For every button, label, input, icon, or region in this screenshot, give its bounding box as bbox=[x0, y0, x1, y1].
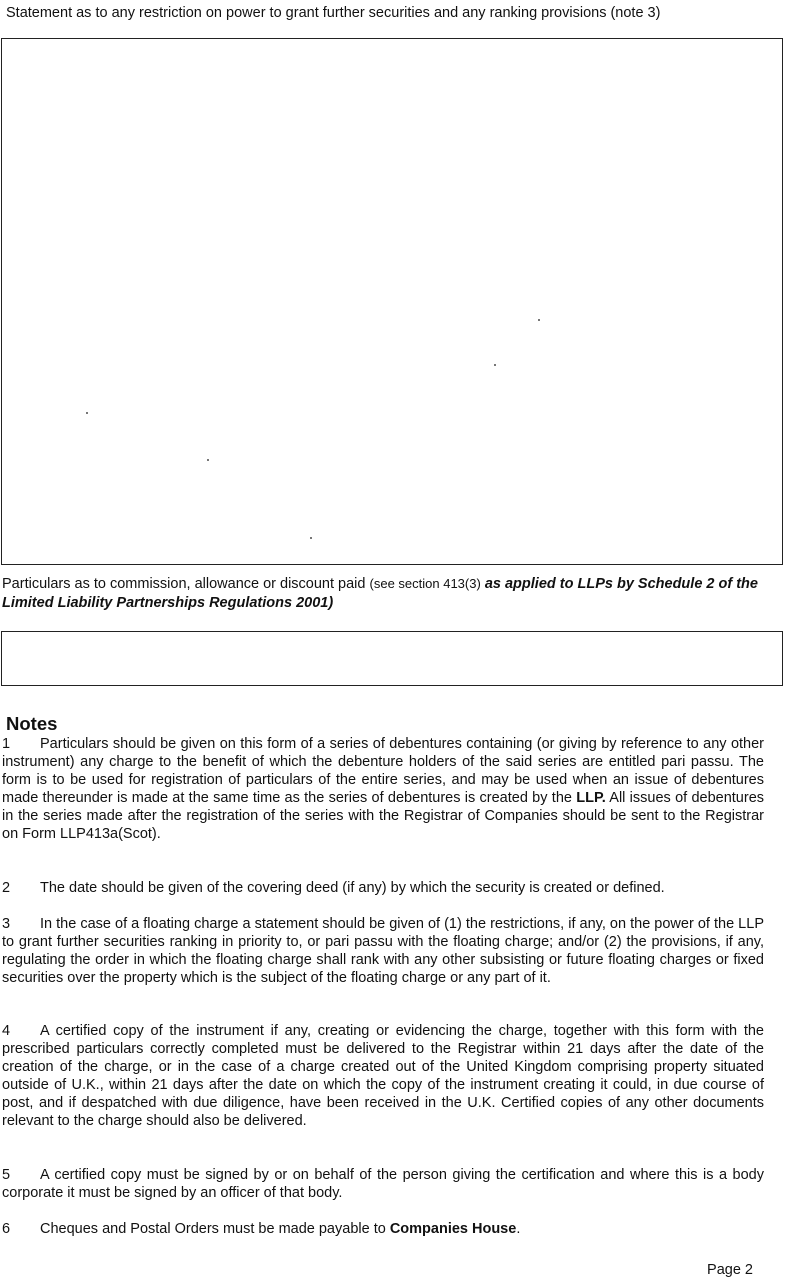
scan-speck bbox=[86, 412, 88, 414]
restriction-statement-box[interactable] bbox=[1, 38, 783, 565]
commission-heading-ref: (see section 413(3) bbox=[369, 576, 481, 591]
restriction-statement-heading: Statement as to any restriction on power to grant further securities and any ranking provisions (note 3) bbox=[6, 5, 661, 21]
note-text: A certified copy of the instrument if any, creating or evidencing the charge, together with this form with the prescribed particulars correctly completed must be delivered to the Registrar within 21 days after the date of the creation of the charge, or in the case of a charge created out of the United Kingdom comprising property situated outside of U.K., within 21 days after the date on which the copy of the instrument creating it could, in due course of post, and if despatched with due diligence, have been received in the U.K. Certified copies of any other documents relevant to the charge should also be delivered. bbox=[2, 1023, 764, 1129]
note-text: Particulars should be given on this form of a series of debentures containing (or giving by reference to any other instrument) any charge to the benefit of which the debenture holders of the said series are entitled pari passu. The form is to be used for registration of particulars of the entire series, and may be used when an issue of debentures made thereunder is made at the same time as the series of debentures is created by the bbox=[2, 736, 764, 806]
note-item bbox=[2, 879, 764, 897]
note-number: 4 bbox=[2, 1023, 11, 1039]
commission-heading bbox=[2, 574, 788, 613]
note-number: 3 bbox=[2, 916, 11, 932]
note-number: 2 bbox=[2, 880, 11, 896]
note-item bbox=[2, 915, 764, 987]
note-item bbox=[2, 1220, 764, 1238]
note-item bbox=[2, 735, 764, 843]
note-item bbox=[2, 1022, 764, 1130]
note-bold-text: Companies House bbox=[389, 1221, 517, 1237]
note-number: 1 bbox=[2, 736, 11, 752]
notes-title: Notes bbox=[6, 713, 58, 734]
note-text: A certified copy must be signed by or on behalf of the person giving the certification and where this is a body corporate it must be signed by an officer of that body. bbox=[2, 1167, 764, 1201]
note-number: 6 bbox=[2, 1221, 11, 1237]
scan-speck bbox=[494, 364, 496, 366]
note-bold-text: LLP. bbox=[576, 790, 606, 806]
commission-heading-plain: Particulars as to commission, allowance or discount paid bbox=[2, 576, 366, 592]
scan-speck bbox=[207, 459, 209, 461]
note-number: 5 bbox=[2, 1167, 11, 1183]
scan-speck bbox=[538, 319, 540, 321]
note-text: Cheques and Postal Orders must be made payable to bbox=[40, 1221, 390, 1237]
page-number: Page 2 bbox=[707, 1262, 753, 1278]
note-text-after: All issues of debentures in the series made after the registration of the series with the Registrar of Companies should be sent to the Registrar on Form LLP413a(Scot). bbox=[2, 790, 765, 842]
note-text: In the case of a floating charge a statement should be given of (1) the restrictions, if any, on the power of the LLP to grant further securities ranking in priority to, or pari passu with the floating charge; and/or (2) the provisions, if any, regulating the order in which the floating charge shall rank with any other subsisting or future floating charges or fixed securities over the property which is the subject of the floating charge or any part of it. bbox=[2, 916, 764, 986]
note-text: The date should be given of the covering deed (if any) by which the security is created or defined. bbox=[40, 880, 665, 896]
commission-box[interactable] bbox=[1, 631, 783, 686]
commission-heading-italic: as applied to LLPs by Schedule 2 of the Limited Liability Partnerships Regulations 2001) bbox=[2, 576, 758, 611]
scan-speck bbox=[310, 537, 312, 539]
note-text-after: . bbox=[516, 1221, 521, 1237]
note-item bbox=[2, 1166, 764, 1202]
